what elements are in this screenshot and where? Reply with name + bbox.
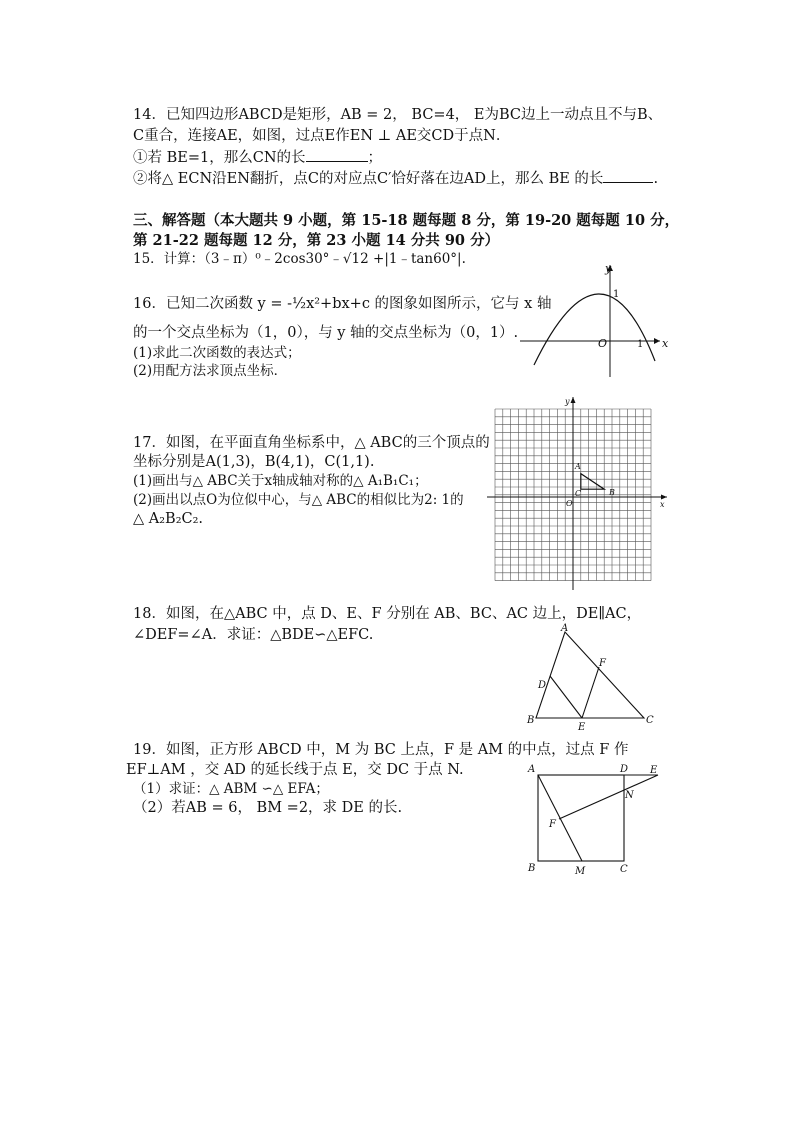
label-m: M [575, 866, 586, 877]
q16-parabola-graph [510, 255, 670, 380]
label-e: E [650, 765, 658, 776]
label-d: D [538, 680, 547, 691]
q17-line1: 17．如图，在平面直角坐标系中，△ ABC的三个顶点的 [133, 435, 490, 451]
q14-part1-end: ； [367, 150, 383, 166]
q18-line2: ∠DEF=∠A．求证：△BDE∽△EFC. [133, 627, 374, 643]
q17-coordinate-grid [487, 395, 672, 593]
q17-line3: (1)画出与△ ABC关于x轴成轴对称的△ A₁B₁C₁； [133, 473, 428, 489]
answer-blank-1[interactable] [306, 147, 368, 162]
answer-blank-2[interactable] [603, 168, 653, 183]
q19-square-figure [522, 757, 667, 882]
label-e: E [578, 722, 586, 733]
label-b: B [528, 863, 536, 874]
q17-line2: 坐标分别是A(1,3)，B(4,1)，C(1,1). [133, 454, 375, 470]
q19-line2: EF⊥AM ，交 AD 的延长线于点 E，交 DC 于点 N. [126, 762, 464, 778]
q19-line4: （2）若AB = 6， BM =2，求 DE 的长. [133, 800, 403, 816]
y-axis-label: y [605, 262, 612, 275]
y-intercept-label: 1 [613, 289, 620, 300]
q15-text: 15．计算：（3﹣π）⁰﹣2cos30°﹣√12 +|1﹣tan60°|. [133, 251, 466, 267]
q18-triangle-figure [520, 620, 670, 735]
label-a: A [528, 764, 536, 775]
q14-part1-text: ①若 BE=1，那么CN的长 [133, 150, 306, 166]
point-a-label: A [575, 462, 581, 471]
label-n: N [625, 790, 634, 801]
label-f: F [549, 819, 556, 830]
q17-line4: (2)画出以点O为位似中心，与△ ABC的相似比为2: 1的 [133, 492, 464, 508]
x-axis-arrow [654, 338, 660, 344]
q16-line1: 16．已知二次函数 y = -½x²+bx+c 的图象如图所示，它与 x 轴 [133, 296, 552, 312]
q16-line4: (2)用配方法求顶点坐标． [133, 363, 288, 379]
label-a: A [561, 623, 569, 634]
section3-line2: 第 21-22 题每题 12 分，第 23 小题 14 分共 90 分） [133, 232, 500, 249]
q19-line3: （1）求证：△ ABM ∽△ EFA； [133, 781, 329, 797]
origin-label: O [566, 499, 573, 508]
q18-line1: 18．如图，在△ABC 中，点 D、E、F 分别在 AB、BC、AC 边上，DE∥AC， [133, 606, 642, 622]
segment-ef [582, 667, 599, 718]
label-d: D [620, 764, 629, 775]
y-axis-arrow [571, 397, 576, 403]
point-c-label: C [575, 489, 582, 498]
q14-line1: 14．已知四边形ABCD是矩形，AB = 2， BC=4， E为BC边上一动点且不与B、 [133, 107, 663, 123]
square-abcd [538, 775, 624, 861]
q19-line1: 19．如图，正方形 ABCD 中，M 为 BC 上点，F 是 AM 的中点，过点 F 作 [133, 742, 629, 758]
q16-line3: (1)求此二次函数的表达式； [133, 345, 301, 361]
origin-label: O [598, 337, 608, 350]
segment-de [550, 676, 582, 718]
q17-line5: △ A₂B₂C₂. [133, 511, 204, 527]
q14-line2: C重合，连接AE，如图，过点E作EN ⊥ AE交CD于点N． [133, 128, 511, 144]
parabola-curve [534, 294, 655, 365]
label-f: F [599, 658, 606, 669]
x-axis-label: x [660, 500, 665, 509]
section3-line1: 三、解答题（本大题共 9 小题，第 15-18 题每题 8 分，第 19-20 题每题 10 分， [133, 212, 680, 229]
point-b-label: B [609, 488, 615, 497]
segment-fe [559, 775, 658, 819]
q14-part2-end: . [653, 171, 659, 187]
triangle-abc [536, 632, 644, 718]
q16-line2: 的一个交点坐标为（1，0），与 y 轴的交点坐标为（0，1）. [133, 325, 519, 341]
label-c: C [646, 715, 654, 726]
x-axis-label: x [662, 337, 669, 350]
label-b: B [527, 715, 535, 726]
x-axis-arrow [661, 495, 667, 500]
q14-part2-text: ②将△ ECN沿EN翻折，点C的对应点C′恰好落在边AD上，那么 BE 的长 [133, 171, 604, 187]
q14-part1 [133, 147, 382, 168]
y-axis-label: y [565, 397, 570, 406]
x-intercept-label: 1 [637, 339, 644, 350]
q14-part2 [133, 168, 658, 189]
label-c: C [620, 864, 628, 875]
